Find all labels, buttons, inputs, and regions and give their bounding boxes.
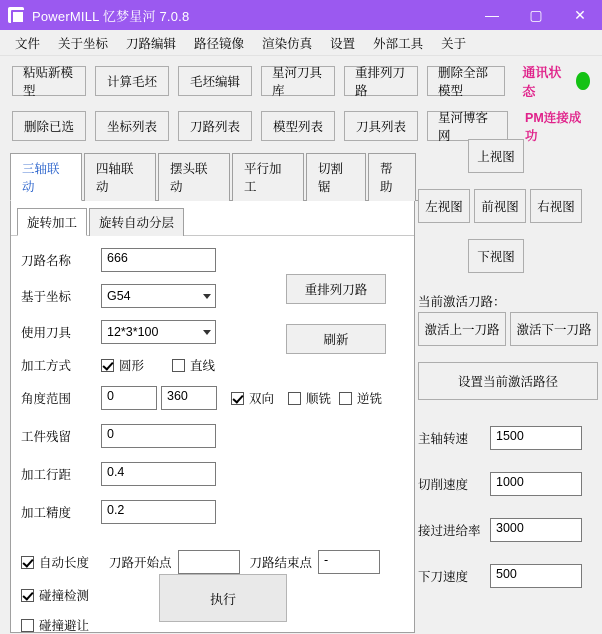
minimize-button[interactable] [470, 0, 514, 30]
tool-list-button[interactable]: 刀具列表 [344, 111, 418, 141]
menu-item-render-sim[interactable]: 渲染仿真 [262, 36, 313, 51]
blog-site-button[interactable]: 星河博客网 [427, 111, 508, 141]
checkbox-circle-label: 圆形 [119, 359, 145, 373]
menu-item-external-tools[interactable]: 外部工具 [373, 36, 424, 51]
toolbar-row-2 [0, 100, 602, 144]
left-view-button[interactable]: 左视图 [418, 189, 470, 223]
menu-item-settings[interactable]: 设置 [330, 36, 356, 51]
app-icon [8, 7, 24, 23]
tab-parallel-machining[interactable]: 平行加工 [232, 153, 304, 201]
maximize-button[interactable] [514, 0, 558, 30]
checkbox-line[interactable] [172, 356, 215, 374]
connection-status-label: PM连接成功 [525, 111, 582, 143]
checkbox-circle[interactable] [101, 356, 144, 374]
row-feed-rate [418, 518, 598, 542]
tool-select[interactable] [101, 320, 216, 344]
feed-rate-input[interactable]: 3000 [490, 518, 582, 542]
path-list-button[interactable]: 刀路列表 [178, 111, 252, 141]
front-view-button[interactable]: 前视图 [474, 189, 526, 223]
main-tabs [10, 152, 418, 201]
checkbox-auto-length[interactable] [21, 553, 89, 571]
checkbox-climb-milling-box [288, 392, 301, 405]
tab-3axis[interactable]: 三轴联动 [10, 153, 82, 201]
spindle-speed-input[interactable]: 1500 [490, 426, 582, 450]
refresh-button[interactable]: 刷新 [286, 324, 386, 354]
base-coord-label: 基于坐标 [21, 290, 72, 304]
set-active-path-button[interactable]: 设置当前激活路径 [418, 362, 598, 400]
spindle-speed-label: 主轴转速 [418, 432, 469, 446]
checkbox-climb-milling-label: 顺铣 [306, 392, 332, 406]
main-content [0, 144, 602, 633]
top-view-button[interactable]: 上视图 [468, 139, 524, 173]
status-indicator-dot [576, 72, 590, 90]
chevron-down-icon [203, 330, 211, 335]
execute-button[interactable]: 执行 [159, 574, 287, 622]
menu-item-coordinate[interactable]: 关于坐标 [58, 36, 109, 51]
menu-item-path-mirror[interactable]: 路径镜像 [194, 36, 245, 51]
step-over-label: 加工行距 [21, 468, 72, 482]
cut-speed-label: 切削速度 [418, 478, 469, 492]
prev-path-button[interactable]: 激活上一刀路 [418, 312, 506, 346]
right-view-button[interactable]: 右视图 [530, 189, 582, 223]
close-icon: ✕ [574, 7, 586, 23]
title-bar [0, 0, 602, 30]
calculate-stock-button[interactable]: 计算毛坯 [95, 66, 169, 96]
checkbox-conventional-milling-box [339, 392, 352, 405]
menu-bar [0, 30, 602, 56]
right-panel [418, 144, 600, 633]
row-path-name [21, 248, 404, 272]
path-end-label: 刀路结束点 [249, 556, 313, 570]
checkbox-collision-check[interactable] [21, 586, 89, 604]
stock-edit-button[interactable]: 毛坯编辑 [178, 66, 252, 96]
checkbox-collision-avoid-box [21, 619, 34, 632]
checkbox-collision-avoid[interactable] [21, 616, 89, 634]
feed-rate-label: 接过进给率 [418, 524, 481, 538]
tab-swing-head[interactable]: 摆头联动 [158, 153, 230, 201]
checkbox-auto-length-label: 自动长度 [39, 556, 90, 570]
tolerance-label: 加工精度 [21, 506, 72, 520]
coordinate-list-button[interactable]: 坐标列表 [95, 111, 169, 141]
checkbox-circle-box [101, 359, 114, 372]
window-controls [470, 0, 602, 30]
maximize-icon: ▢ [529, 7, 543, 23]
toolbar-row-1 [0, 56, 602, 100]
row-machining-mode [21, 356, 404, 374]
plunge-speed-label: 下刀速度 [418, 570, 469, 584]
cut-speed-input[interactable]: 1000 [490, 472, 582, 496]
menu-item-file[interactable]: 文件 [15, 36, 41, 51]
row-cut-speed [418, 472, 598, 496]
tool-value: 12*3*100 [107, 325, 159, 339]
sub-tabs [11, 207, 414, 236]
delete-all-models-button[interactable]: 删除全部模型 [427, 66, 505, 96]
delete-selected-button[interactable]: 删除已选 [12, 111, 86, 141]
reorder-paths-form-button[interactable]: 重排列刀路 [286, 274, 386, 304]
checkbox-collision-avoid-label: 碰撞避让 [39, 619, 90, 633]
next-path-button[interactable]: 激活下一刀路 [510, 312, 598, 346]
tab-help[interactable]: 帮助 [368, 153, 416, 201]
row-step-over [21, 462, 404, 486]
angle-range-label: 角度范围 [21, 392, 72, 406]
stock-left-input[interactable]: 0 [101, 424, 216, 448]
angle-end-input[interactable]: 360 [161, 386, 217, 410]
checkbox-bidirectional-label: 双向 [249, 392, 275, 406]
model-list-button[interactable]: 模型列表 [261, 111, 335, 141]
checkbox-collision-check-label: 碰撞检测 [39, 589, 90, 603]
left-panel [0, 144, 418, 633]
checkbox-climb-milling[interactable] [288, 389, 331, 407]
close-button[interactable] [558, 0, 602, 30]
machining-mode-label: 加工方式 [21, 359, 72, 373]
checkbox-conventional-milling-label: 逆铣 [357, 392, 383, 406]
checkbox-bidirectional-box [231, 392, 244, 405]
checkbox-line-box [172, 359, 185, 372]
minimize-icon: — [485, 7, 499, 23]
checkbox-collision-check-box [21, 589, 34, 602]
paste-new-model-button[interactable]: 粘贴新模型 [12, 66, 86, 96]
path-end-input[interactable]: - [318, 550, 380, 574]
row-tolerance [21, 500, 404, 524]
base-coord-value: G54 [107, 289, 131, 303]
chevron-down-icon [203, 294, 211, 299]
active-path-label: 当前激活刀路： [418, 295, 506, 309]
checkbox-conventional-milling[interactable] [339, 389, 382, 407]
subtab-rotary-machining[interactable]: 旋转加工 [17, 208, 87, 236]
stock-left-label: 工件残留 [21, 430, 72, 444]
plunge-speed-input[interactable]: 500 [490, 564, 582, 588]
speed-settings [418, 426, 598, 602]
base-coord-select[interactable] [101, 284, 216, 308]
menu-item-about[interactable]: 关于 [441, 36, 467, 51]
machining-form [11, 236, 414, 631]
path-name-input[interactable]: 666 [101, 248, 216, 272]
tab-4axis[interactable]: 四轴联动 [84, 153, 156, 201]
angle-start-input[interactable]: 0 [101, 386, 157, 410]
row-spindle-speed [418, 426, 598, 450]
menu-item-path-edit[interactable]: 刀路编辑 [126, 36, 177, 51]
row-stock-left [21, 424, 404, 448]
tab-cutting-saw[interactable]: 切割锯 [306, 153, 366, 201]
tool-library-button[interactable]: 星河刀具库 [261, 66, 335, 96]
bottom-view-button[interactable]: 下视图 [468, 239, 524, 273]
row-angle-range [21, 386, 404, 410]
tool-label: 使用刀具 [21, 326, 72, 340]
path-name-label: 刀路名称 [21, 254, 72, 268]
window-title: PowerMILL 忆梦星河 7.0.8 [32, 8, 190, 24]
step-over-input[interactable]: 0.4 [101, 462, 216, 486]
path-start-input[interactable] [178, 550, 240, 574]
tolerance-input[interactable]: 0.2 [101, 500, 216, 524]
communication-status-label: 通讯状态 [522, 65, 562, 99]
row-plunge-speed [418, 564, 598, 588]
checkbox-line-label: 直线 [190, 359, 216, 373]
checkbox-auto-length-box [21, 556, 34, 569]
subtab-rotary-auto-layer[interactable]: 旋转自动分层 [89, 208, 184, 236]
checkbox-bidirectional[interactable] [231, 389, 274, 407]
tab-panel-3axis [10, 201, 415, 633]
reorder-paths-button[interactable]: 重排列刀路 [344, 66, 418, 96]
row-auto-length [21, 550, 404, 574]
path-start-label: 刀路开始点 [109, 556, 172, 570]
